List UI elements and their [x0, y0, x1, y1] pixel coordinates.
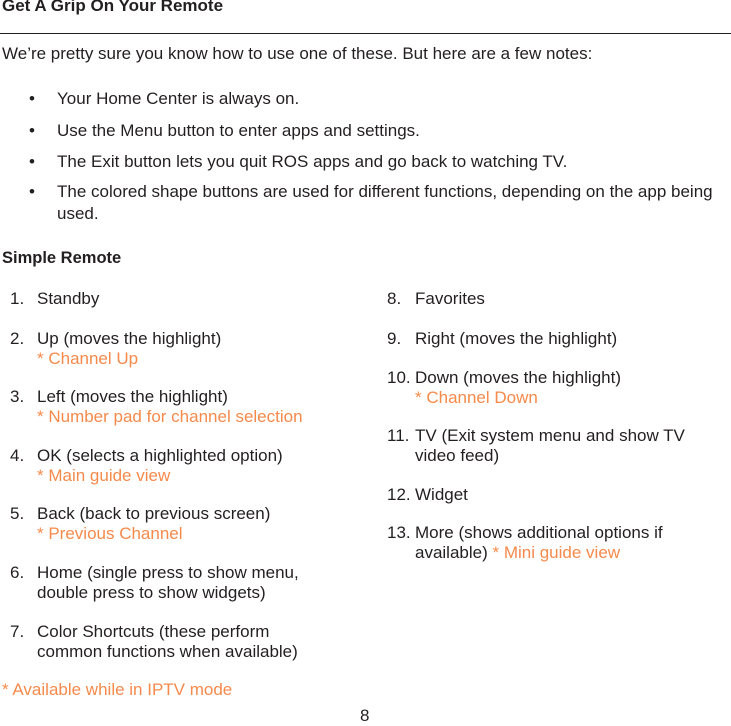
note-text: Use the Menu button to enter apps and settings. [57, 121, 420, 140]
item-label: Standby [37, 289, 100, 308]
note-text: The Exit button lets you quit ROS apps and go back to watching TV. [57, 152, 568, 171]
note-text: The colored shape buttons are used for different functions, depending on the app being used. [57, 182, 713, 223]
page-title: Get A Grip On Your Remote [2, 0, 224, 15]
item-note: * Previous Channel [37, 524, 183, 543]
item-text [37, 446, 367, 486]
item-text [37, 289, 367, 309]
item-text [415, 523, 705, 563]
item-text: Widget [415, 485, 468, 504]
item-note: * Number pad for channel selection [37, 407, 303, 426]
item-note: * Main guide view [37, 466, 171, 485]
page-number: 8 [360, 706, 370, 725]
bullet-icon: • [29, 121, 35, 140]
item-text [37, 504, 367, 544]
section-title: Simple Remote [2, 249, 122, 267]
item-number: 2. [10, 329, 25, 348]
item-text: Color Shortcuts (these perform common functions when available) [37, 622, 298, 661]
footnote: * Available while in IPTV mode [2, 680, 233, 699]
item-note: * Mini guide view [492, 543, 621, 562]
item-text [37, 329, 367, 369]
item-text: Right (moves the highlight) [415, 329, 618, 348]
item-text: TV (Exit system menu and show TV video feed) [415, 426, 685, 465]
item-label: More (shows additional options if available) [415, 523, 663, 562]
item-number: 11. [387, 426, 410, 445]
item-number: 7. [10, 622, 25, 641]
item-number: 10. [387, 368, 411, 387]
item-number: 5. [10, 504, 25, 523]
bullet-icon: • [29, 182, 35, 201]
item-label: Left (moves the highlight) [37, 387, 228, 406]
item-number: 1. [10, 289, 25, 308]
item-number: 13. [387, 523, 411, 542]
item-number: 6. [10, 563, 25, 582]
title-divider [0, 33, 731, 34]
item-text: Favorites [415, 289, 485, 308]
item-label: Back (back to previous screen) [37, 504, 271, 523]
item-number: 8. [387, 289, 402, 308]
item-note: * Channel Down [415, 388, 538, 407]
item-number: 9. [387, 329, 402, 348]
item-text: Home (single press to show menu, double press to show widgets) [37, 563, 299, 602]
item-number: 12. [387, 485, 411, 504]
item-number: 3. [10, 387, 25, 406]
bullet-icon: • [29, 89, 35, 108]
bullet-icon: • [29, 152, 35, 171]
item-text [37, 387, 367, 427]
item-note: * Channel Up [37, 349, 139, 368]
note-text: Your Home Center is always on. [57, 89, 300, 108]
item-label: OK (selects a highlighted option) [37, 446, 283, 465]
item-text [415, 368, 727, 408]
item-label: Down (moves the highlight) [415, 368, 621, 387]
item-label: Up (moves the highlight) [37, 329, 222, 348]
item-number: 4. [10, 446, 25, 465]
intro-text: We’re pretty sure you know how to use one of these. But here are a few notes: [2, 44, 593, 63]
